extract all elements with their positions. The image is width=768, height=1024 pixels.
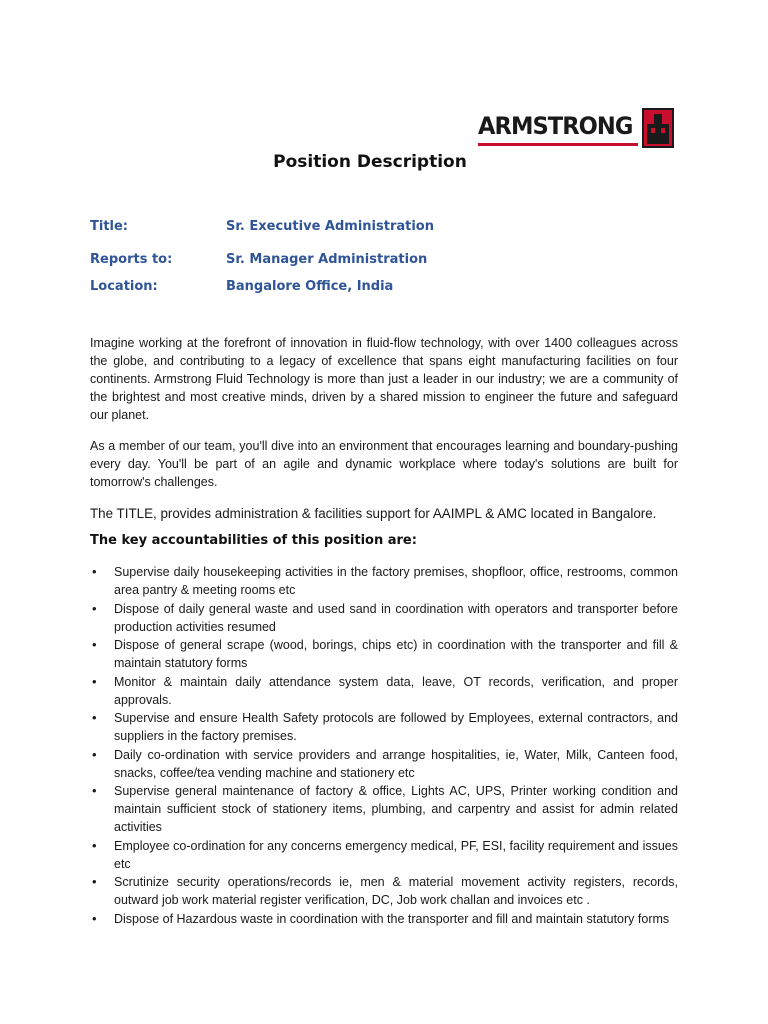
- location-value: Bangalore Office, India: [226, 279, 394, 294]
- title-field: [90, 219, 434, 234]
- list-item: • Monitor & maintain daily attendance system data, leave, OT records, verification, and proper approvals.: [90, 673, 678, 709]
- logo-wordmark: ARMSTRONG: [478, 112, 633, 140]
- intro-paragraph-2: As a member of our team, you'll dive into an environment that encourages learning and boundary-pushing every day. You'll be part of an agile and dynamic workplace where today's solutions are built for tomorrow's challenges.: [90, 439, 678, 489]
- list-item: • Supervise and ensure Health Safety protocols are followed by Employees, external contractors, and suppliers in the factory premises.: [90, 709, 678, 745]
- list-item: • Supervise daily housekeeping activities in the factory premises, shopfloor, office, restrooms, common area pantry & meeting rooms etc: [90, 563, 678, 599]
- accountabilities-list: [90, 563, 678, 928]
- accountabilities-heading: The key accountabilities of this position are:: [90, 533, 417, 548]
- list-item: • Dispose of daily general waste and used sand in coordination with operators and transporter before production activities resumed: [90, 600, 678, 636]
- reports-to-value: Sr. Manager Administration: [226, 252, 428, 267]
- summary-paragraph: The TITLE, provides administration & facilities support for AAIMPL & AMC located in Bangalore.: [90, 506, 657, 521]
- list-item: • Dispose of Hazardous waste in coordination with the transporter and fill and maintain statutory forms: [90, 910, 678, 928]
- title-label: Title:: [90, 219, 129, 234]
- logo-building-icon: [642, 108, 674, 148]
- logo-underline: [478, 143, 638, 146]
- title-value: Sr. Executive Administration: [226, 219, 434, 234]
- intro-paragraph-1: Imagine working at the forefront of innovation in fluid-flow technology, with over 1400 colleagues across the globe, and contributing to a legacy of excellence that spans eight manufacturing facilities on four continents. Armstrong Fluid Technology is more than just a leader in our industry; we are a community of the brightest and most creative minds, driven by a shared mission to engineer the future and safeguard our planet.: [90, 336, 678, 422]
- list-item: • Daily co-ordination with service providers and arrange hospitalities, ie, Water, Milk, Canteen food, snacks, coffee/tea vending machine and stationery etc: [90, 746, 678, 782]
- reports-to-label: Reports to:: [90, 252, 173, 267]
- list-item: • Employee co-ordination for any concerns emergency medical, PF, ESI, facility requirement and issues etc: [90, 837, 678, 873]
- list-item: • Dispose of general scrape (wood, borings, chips etc) in coordination with the transporter and fill & maintain statutory forms: [90, 636, 678, 672]
- reports-to-field: [90, 252, 427, 267]
- location-field: [90, 279, 393, 294]
- location-label: Location:: [90, 279, 158, 294]
- list-item: • Scrutinize security operations/records ie, men & material movement activity registers, records, outward job work material register verification, DC, Job work challan and invoices etc .: [90, 873, 678, 909]
- list-item: • Supervise general maintenance of factory & office, Lights AC, UPS, Printer working condition and maintain sufficient stock of stationery items, plumbing, and carpentry and assist for admin related activities: [90, 782, 678, 836]
- page-title: Position Description: [273, 152, 467, 172]
- armstrong-logo: [478, 108, 676, 152]
